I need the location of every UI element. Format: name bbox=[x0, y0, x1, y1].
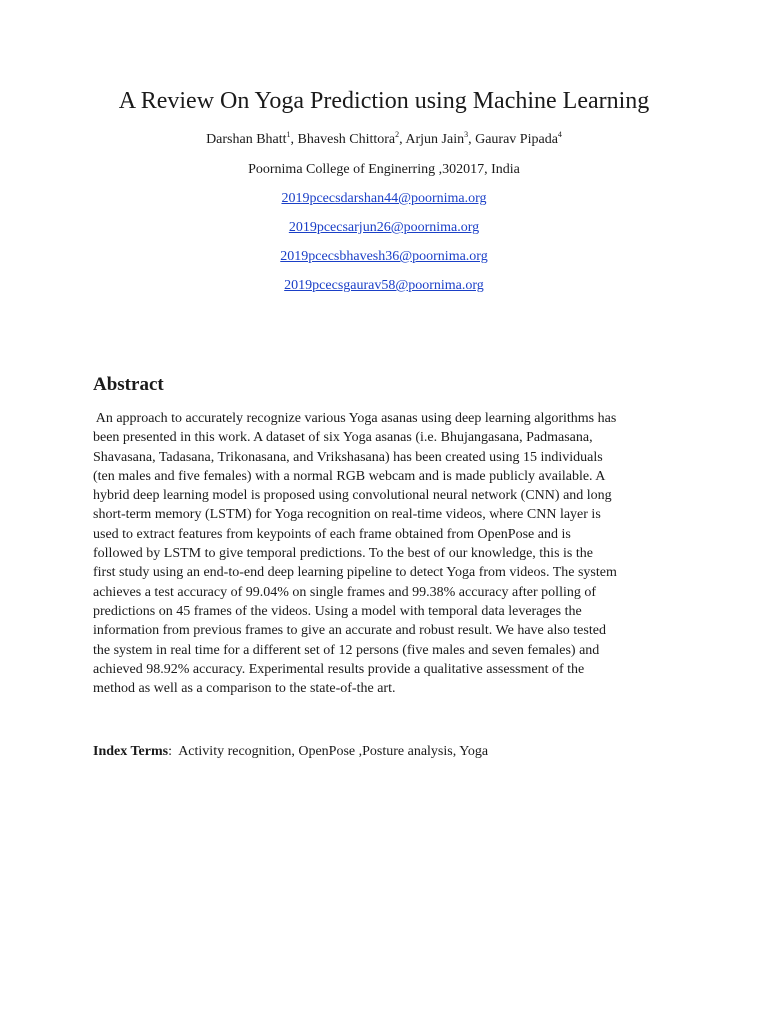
email-link[interactable]: 2019pcecsarjun26@poornima.org bbox=[288, 220, 480, 235]
author-name: Darshan Bhatt bbox=[206, 132, 287, 147]
author-affiliation-number: 4 bbox=[557, 130, 562, 139]
abstract-heading: Abstract bbox=[93, 374, 164, 395]
email-link[interactable]: 2019pcecsgaurav58@poornima.org bbox=[284, 278, 484, 293]
email-link[interactable]: 2019pcecsdarshan44@poornima.org bbox=[281, 191, 487, 206]
author-name: Gaurav Pipada bbox=[475, 132, 558, 147]
abstract-line: the system in real time for a different set of 12 persons (five males and seven females) and bbox=[93, 642, 600, 658]
author-affiliation: Poornima College of Enginerring ,302017, India bbox=[248, 162, 520, 177]
abstract-line: followed by LSTM to give temporal predictions. To the best of our knowledge, this is the bbox=[93, 546, 593, 562]
author-affiliation-number: 1 bbox=[286, 130, 291, 139]
abstract-line: predictions on 45 frames of the videos. Using a model with temporal data leverages the bbox=[93, 603, 582, 619]
abstract-body bbox=[93, 409, 681, 698]
author-list: Darshan Bhatt$^1$, Bhavesh Chittora$^2$, Arjun Jain$^3$, Gaurav Pipada$^4$ bbox=[206, 130, 562, 147]
email-link[interactable]: 2019pcecsbhavesh36@poornima.org bbox=[280, 249, 488, 264]
abstract-line: hybrid deep learning model is proposed using convolutional neural network (CNN) and long bbox=[93, 488, 612, 504]
index-terms bbox=[93, 743, 488, 761]
abstract-line: achieves a test accuracy of 99.04% on single frames and 99.38% accuracy after polling of bbox=[93, 584, 597, 600]
index-terms-label: Index Terms bbox=[93, 744, 169, 759]
abstract-line: used to extract features from keypoints of each frame obtained from OpenPose and is bbox=[93, 526, 571, 542]
abstract-line: Shavasana, Tadasana, Trikonasana, and Vrikshasana) has been created using 15 individuals bbox=[93, 449, 603, 465]
author-affiliation-number: 2 bbox=[395, 130, 400, 139]
paper-title: A Review On Yoga Prediction using Machine Learning bbox=[118, 88, 650, 114]
index-terms-text: : Activity recognition, OpenPose ,Posture analysis, Yoga bbox=[168, 744, 489, 759]
abstract-line: (ten males and five females) with a normal RGB webcam and is made publicly available. A bbox=[93, 468, 606, 484]
abstract-line: short-term memory (LSTM) for Yoga recognition on real-time videos, where CNN layer is bbox=[93, 507, 601, 523]
abstract-line: An approach to accurately recognize various Yoga asanas using deep learning algorithms has bbox=[93, 411, 617, 426]
abstract-line: information from previous frames to give an accurate and robust result. We have also tested bbox=[93, 623, 606, 639]
abstract-line: first study using an end-to-end deep learning pipeline to detect Yoga from videos. The system bbox=[93, 565, 617, 581]
abstract-line: achieved 98.92% accuracy. Experimental results provide a qualitative assessment of the bbox=[93, 661, 585, 677]
author-affiliation-number: 3 bbox=[464, 130, 469, 139]
abstract-line: been presented in this work. A dataset of six Yoga asanas (i.e. Bhujangasana, Padmasana, bbox=[93, 430, 593, 446]
abstract-line: method as well as a comparison to the state-of-the art. bbox=[93, 681, 396, 697]
author-name: Arjun Jain bbox=[405, 132, 465, 147]
author-name: Bhavesh Chittora bbox=[297, 132, 396, 147]
